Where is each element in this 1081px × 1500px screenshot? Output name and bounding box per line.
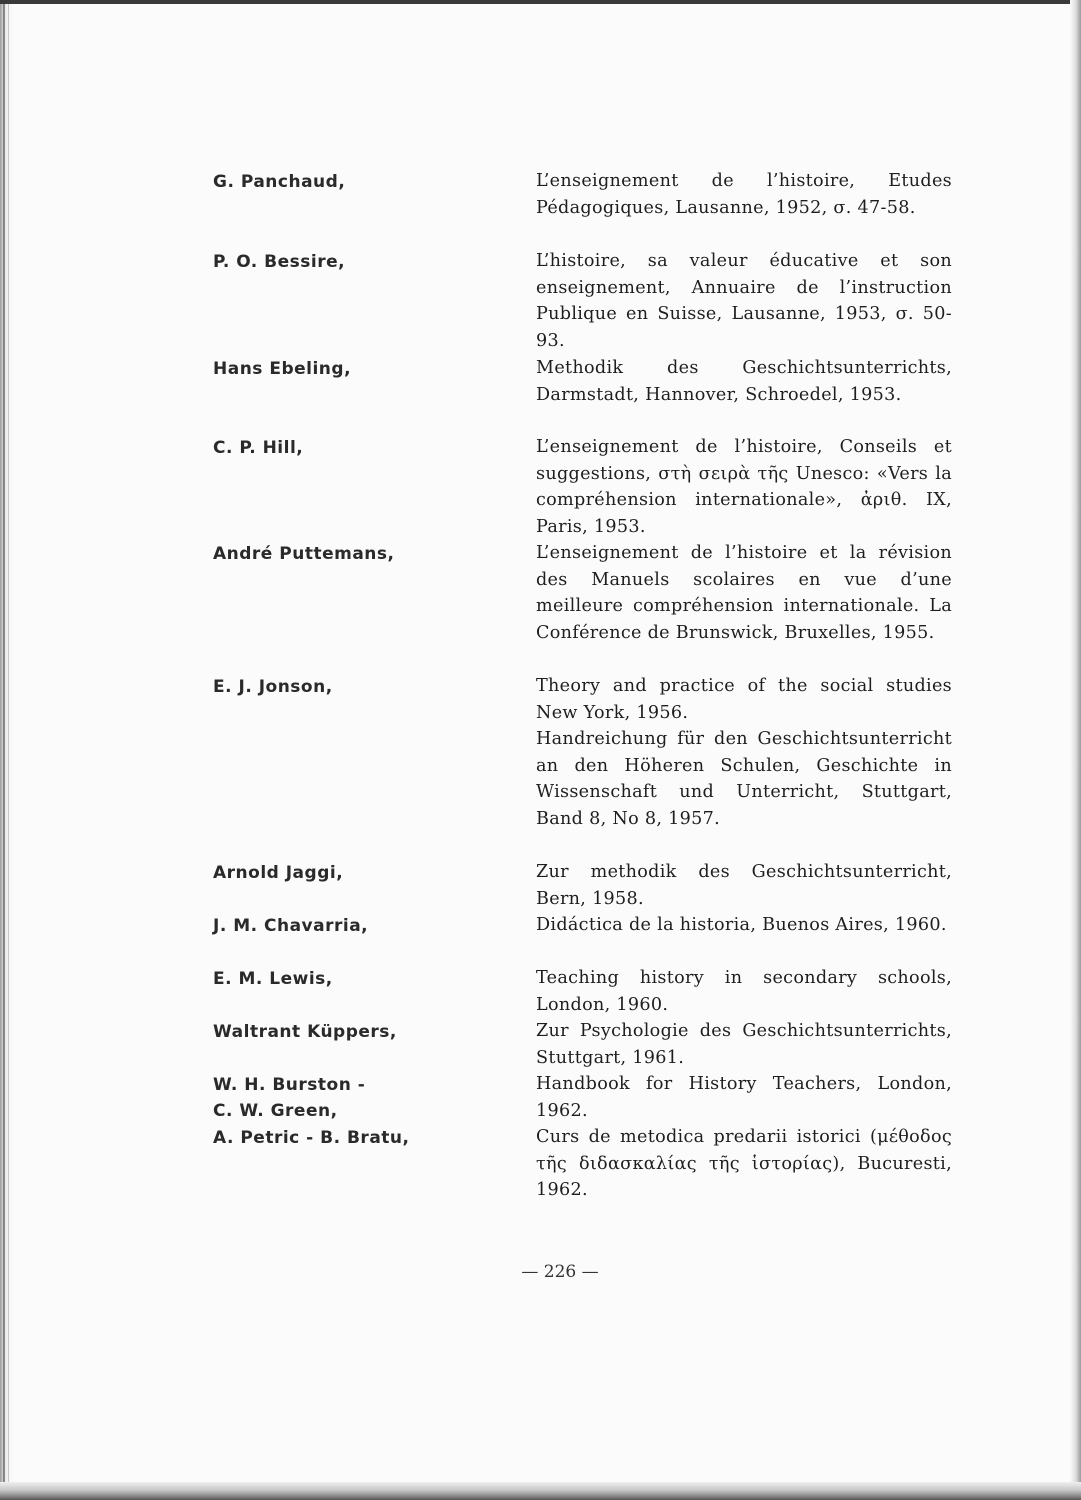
author-jonson: E. J. Jonson, xyxy=(213,677,333,697)
author-bessire: P. O. Bessire, xyxy=(213,252,346,272)
work-burston-green: Handbook for History Teachers, London, 1962. xyxy=(536,1074,952,1121)
work-lewis: Teaching history in secondary schools, London, 1960. xyxy=(536,968,952,1015)
work-bessire: L’histoire, sa valeur éducative et son enseignement, Annuaire de l’instruction Publique en Suisse, Lausanne, 1953, σ. 50-93. xyxy=(536,251,952,351)
work-puttemans: L’enseignement de l’histoire et la révision des Manuels scolaires en vue d’une meilleure compréhension internationale. La Conférence de Brunswick, Bruxelles, 1955. xyxy=(536,543,952,643)
author-lewis: E. M. Lewis, xyxy=(213,969,333,989)
author-green: C. W. Green, xyxy=(213,1101,338,1121)
work-jonson: Theory and practice of the social studies New York, 1956. xyxy=(536,676,952,723)
work-jaggi: Zur methodik des Geschichtsunterricht, Bern, 1958. xyxy=(536,862,952,909)
page-number: — 226 — xyxy=(521,1262,599,1282)
author-kuppers: Waltrant Küppers, xyxy=(213,1022,397,1042)
work-panchaud: L’enseignement de l’histoire, Etudes Pédagogiques, Lausanne, 1952, σ. 47-58. xyxy=(536,171,952,218)
author-jaggi: Arnold Jaggi, xyxy=(213,863,344,883)
work-hill: L’enseignement de l’histoire, Conseils et suggestions, στὴ σειρὰ τῆς Unesco: «Vers la compréhension internationale», ἀριθ. IX, Paris, 1953. xyxy=(536,437,952,537)
author-puttemans: André Puttemans, xyxy=(213,544,395,564)
author-chavarria: J. M. Chavarria, xyxy=(213,916,369,936)
work-chavarria: Didáctica de la historia, Buenos Aires, 1960. xyxy=(536,915,947,935)
author-burston: W. H. Burston - xyxy=(213,1075,366,1095)
author-ebeling: Hans Ebeling, xyxy=(213,359,352,379)
author-hill: C. P. Hill, xyxy=(213,438,304,458)
work-kuppers: Zur Psychologie des Geschichtsunterrichts, Stuttgart, 1961. xyxy=(536,1021,952,1068)
work-handreichung: Handreichung für den Geschichtsunterricht an den Höheren Schulen, Geschichte in Wissenschaft und Unterricht, Stuttgart, Band 8, No 8, 1957. xyxy=(536,729,952,829)
author-petric-bratu: A. Petric - B. Bratu, xyxy=(213,1128,410,1148)
author-panchaud: G. Panchaud, xyxy=(213,172,346,192)
work-petric-bratu: Curs de metodica predarii istorici (μέθοδος τῆς διδασκαλίας τῆς ἱστορίας), Bucuresti, 1962. xyxy=(536,1127,952,1200)
work-ebeling: Methodik des Geschichtsunterrichts, Darmstadt, Hannover, Schroedel, 1953. xyxy=(536,358,952,405)
